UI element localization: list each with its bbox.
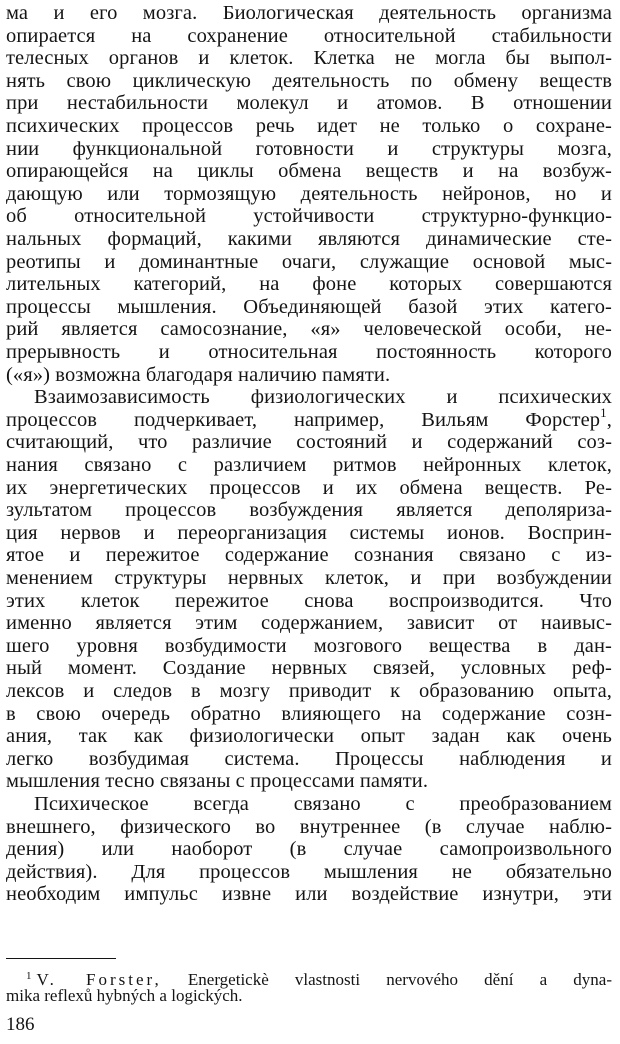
text-line: лительных категорий, на фоне которых совершаются: [6, 273, 612, 296]
text-line: процессы мышления. Объединяющей базой этих катего-: [6, 295, 612, 318]
text-line: необходим импульс извне или воздействие изнутри, эти: [6, 883, 612, 906]
footnote-reference: 1: [600, 404, 607, 420]
footnote-number: 1: [26, 970, 32, 982]
text-line: менением структуры нервных клеток, и при возбуждении: [6, 567, 612, 589]
footnote-separator: [6, 958, 116, 959]
text-line: ный момент. Создание нервных связей, условных реф-: [6, 657, 612, 680]
text-line: ятое и пережитое содержание сознания связано с из-: [6, 544, 612, 567]
text-line: прерывность и относительная постоянность которого: [6, 341, 612, 363]
text-line: их энергетических процессов и их обмена веществ. Ре-: [6, 476, 612, 499]
text-line: ция нервов и переорганизация системы ионов. Восприн-: [6, 521, 612, 544]
text-line: психических процессов речь идет не только о сохране-: [6, 115, 612, 137]
text-line: именно является этим содержанием, зависит от наивыс-: [6, 612, 612, 635]
page-number: 186: [6, 1014, 35, 1035]
text-line: об относительной устойчивости структурно-функцио-: [6, 205, 612, 228]
text-line: ания, так как физиологически опыт задан как очень: [6, 725, 612, 748]
text-line: Психическое всегда связано с преобразованием: [34, 793, 612, 815]
text-line-with-footnote-ref: процессов подчеркивает, например, Вильям Форстер$^1$,: [6, 404, 612, 431]
text-line: этих клеток пережитое снова воспроизводится. Что: [6, 589, 612, 612]
text-line: телесных органов и клеток. Клетка не могла бы выпол-: [6, 47, 612, 70]
text-line: («я») возможна благодаря наличию памяти.: [6, 363, 391, 386]
text-line: опирается на сохранение относительной стабильности: [6, 24, 612, 47]
text-line-content: процессов подчеркивает, например, Вильям Форстер: [6, 408, 601, 431]
footnote-line: mika reflexů hybných a logických.: [6, 986, 243, 1005]
text-line: ма и его мозга. Биологическая деятельность организма: [6, 2, 612, 24]
text-line: дения) или наоборот (в случае самопроизвольного: [6, 838, 612, 861]
text-line: опирающейся на циклы обмена веществ и на возбуж-: [6, 160, 612, 183]
text-line: нания связано с различием ритмов нейронных клеток,: [6, 454, 612, 476]
text-line: внешнего, физического во внутреннее (в случае наблю-: [6, 815, 612, 838]
text-line: считающий, что различие состояний и содержаний соз-: [6, 431, 612, 454]
text-line: нии функциональной готовности и структуры мозга,: [6, 137, 612, 160]
text-line: шего уровня возбудимости мозгового вещества в дан-: [6, 634, 612, 657]
footnote-author: V. Forster,: [36, 970, 162, 989]
text-line: Взаимозависимость физиологических и психических: [34, 386, 612, 409]
text-line: мышления тесно связаны с процессами памяти.: [6, 770, 429, 793]
text-line: рий является самосознание, «я» человеческой особи, не-: [6, 318, 612, 341]
text-line: нальных формаций, какими являются динамические сте-: [6, 228, 612, 250]
footnote-title: Energetickè vlastnosti nervového dění a dyna-: [161, 970, 612, 989]
text-line: легко возбудимая система. Процессы наблюдения и: [6, 747, 612, 770]
text-line: дающую или тормозящую деятельность нейронов, но и: [6, 182, 612, 205]
text-line: зультатом процессов возбуждения является деполяриза-: [6, 499, 612, 522]
text-line: нять свою циклическую деятельность по обмену веществ: [6, 69, 612, 92]
text-line: реотипы и доминантные очаги, служащие основой мыс-: [6, 250, 612, 273]
text-line: лексов и следов в мозгу приводит к образованию опыта,: [6, 680, 612, 702]
text-line: в свою очередь обратно влияющего на содержание созн-: [6, 702, 612, 725]
text-line: действия). Для процессов мышления не обязательно: [6, 860, 612, 883]
text-line: при нестабильности молекул и атомов. В отношении: [6, 92, 612, 115]
